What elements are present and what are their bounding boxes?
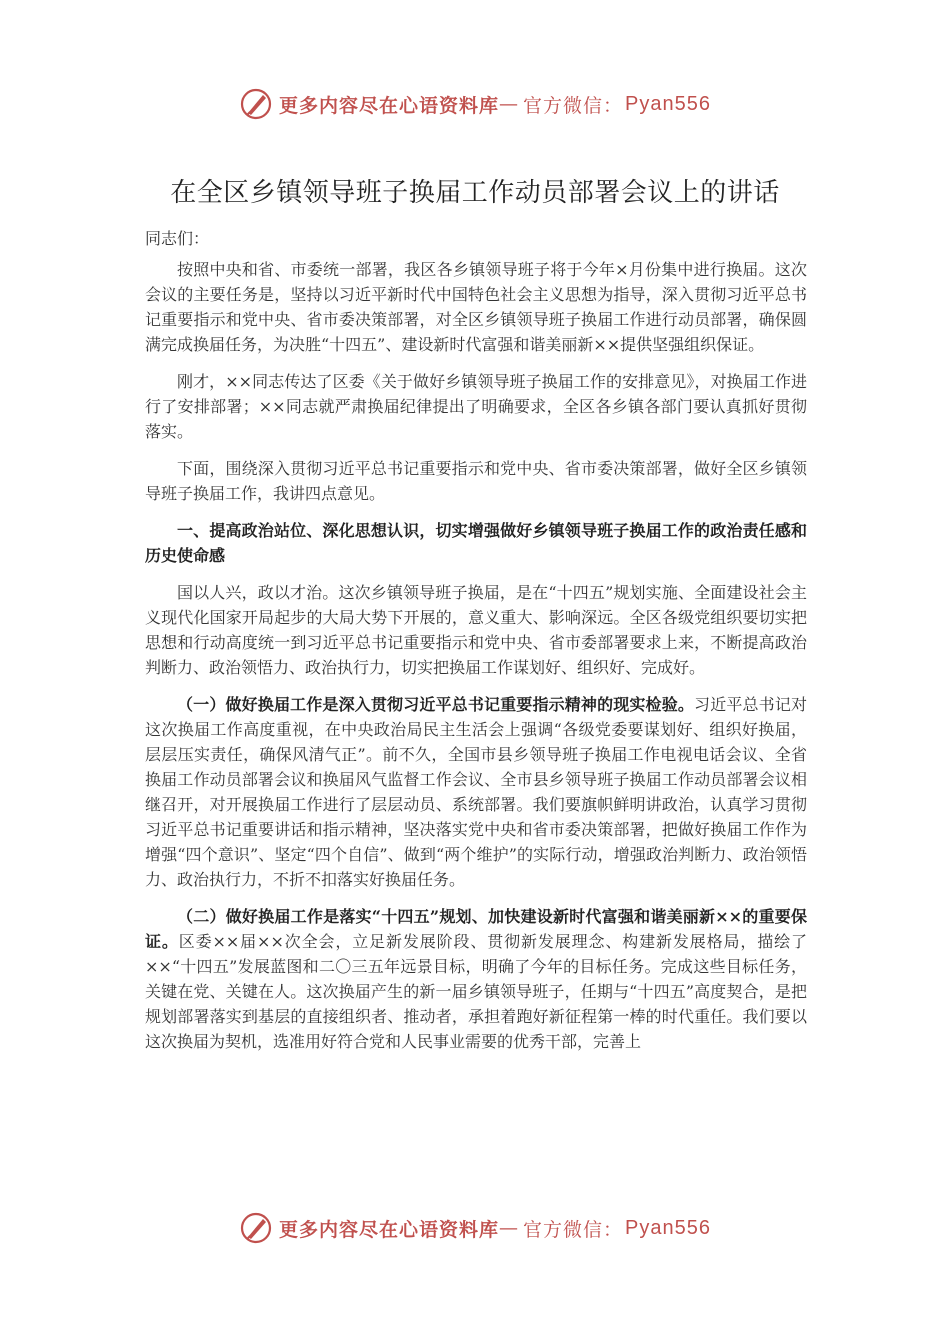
watermark-dash: — [499,1217,520,1239]
paragraph-1: 按照中央和省、市委统一部署，我区各乡镇领导班子将于今年×月份集中进行换届。这次会议的主要任务是，坚持以习近平新时代中国特色社会主义思想为指导，深入贯彻习近平总书记重要指示和党中央、省市委决策部署，对全区乡镇领导班子换届工作进行动员部署，确保圆满完成换届任务，为决胜“十四五”、建设新时代富强和谐美丽新××提供坚强组织保证。 [145,260,807,354]
watermark-wechat-label: 官方微信： [523,94,624,117]
watermark-wechat-label: 官方微信： [523,1218,624,1241]
document-body [145,226,807,1066]
watermark-header [0,84,950,124]
subsection-2 [145,904,807,1054]
quill-logo-icon [239,1211,273,1245]
greeting: 同志们： [145,229,210,248]
watermark-brand: 更多内容尽在心语资料库 [279,94,500,117]
subsection-1-body: 习近平总书记对这次换届工作高度重视，在中央政治局民主生活会上强调“各级党委要谋划好、组织好换届，层层压实责任，确保风清气正”。前不久，全国市县乡领导班子换届工作电视电话会议、全省换届工作动员部署会议和换届风气监督工作会议、全市县乡领导班子换届工作动员部署会议相继召开，对开展换届工作进行了层层动员、系统部署。我们要旗帜鲜明讲政治，认真学习贯彻习近平总书记重要讲话和指示精神，坚决落实党中央和省市委决策部署，把做好换届工作作为增强“四个意识”、坚定“四个自信”、做到“两个维护”的实际行动，增强政治判断力、政治领悟力、政治执行力，不折不扣落实好换届任务。 [145,695,807,889]
document-title: 在全区乡镇领导班子换届工作动员部署会议上的讲话 [170,178,780,208]
watermark-brand: 更多内容尽在心语资料库 [279,1218,500,1241]
watermark-wechat-id: Pyan556 [625,92,711,115]
subsection-1 [145,692,807,892]
subsection-1-lead: （一）做好换届工作是深入贯彻习近平总书记重要指示精神的现实检验。 [177,695,695,714]
paragraph-2: 刚才，××同志传达了区委《关于做好乡镇领导班子换届工作的安排意见》，对换届工作进行了安排部署；××同志就严肃换届纪律提出了明确要求，全区各乡镇各部门要认真抓好贯彻落实。 [145,372,807,441]
subsection-2-lead: （二）做好换届工作是落实“十四五”规划、加快建设新时代富强和谐美丽新××的重要保证。 [145,907,807,951]
watermark-dash: — [499,93,520,115]
section-heading-1: 一、提高政治站位、深化思想认识，切实增强做好乡镇领导班子换届工作的政治责任感和历史使命感 [145,521,807,565]
paragraph-4: 国以人兴，政以才治。这次乡镇领导班子换届，是在“十四五”规划实施、全面建设社会主义现代化国家开局起步的大局大势下开展的，意义重大、影响深远。全区各级党组织要切实把思想和行动高度统一到习近平总书记重要指示和党中央、省市委部署要求上来，不断提高政治判断力、政治领悟力、政治执行力，切实把换届工作谋划好、组织好、完成好。 [145,583,807,677]
watermark-footer [0,1208,950,1248]
subsection-2-body: 区委××届××次全会，立足新发展阶段、贯彻新发展理念、构建新发展格局，描绘了××“十四五”发展蓝图和二〇三五年远景目标，明确了今年的目标任务。完成这些目标任务，关键在党、关键在人。这次换届产生的新一届乡镇领导班子，任期与“十四五”高度契合，是把规划部署落实到基层的直接组织者、推动者，承担着跑好新征程第一棒的时代重任。我们要以这次换届为契机，选准用好符合党和人民事业需要的优秀干部，完善上 [145,932,807,1051]
watermark-wechat-id: Pyan556 [625,1216,711,1239]
paragraph-3: 下面，围绕深入贯彻习近平总书记重要指示和党中央、省市委决策部署，做好全区乡镇领导班子换届工作，我讲四点意见。 [145,459,807,503]
quill-logo-icon [239,87,273,121]
